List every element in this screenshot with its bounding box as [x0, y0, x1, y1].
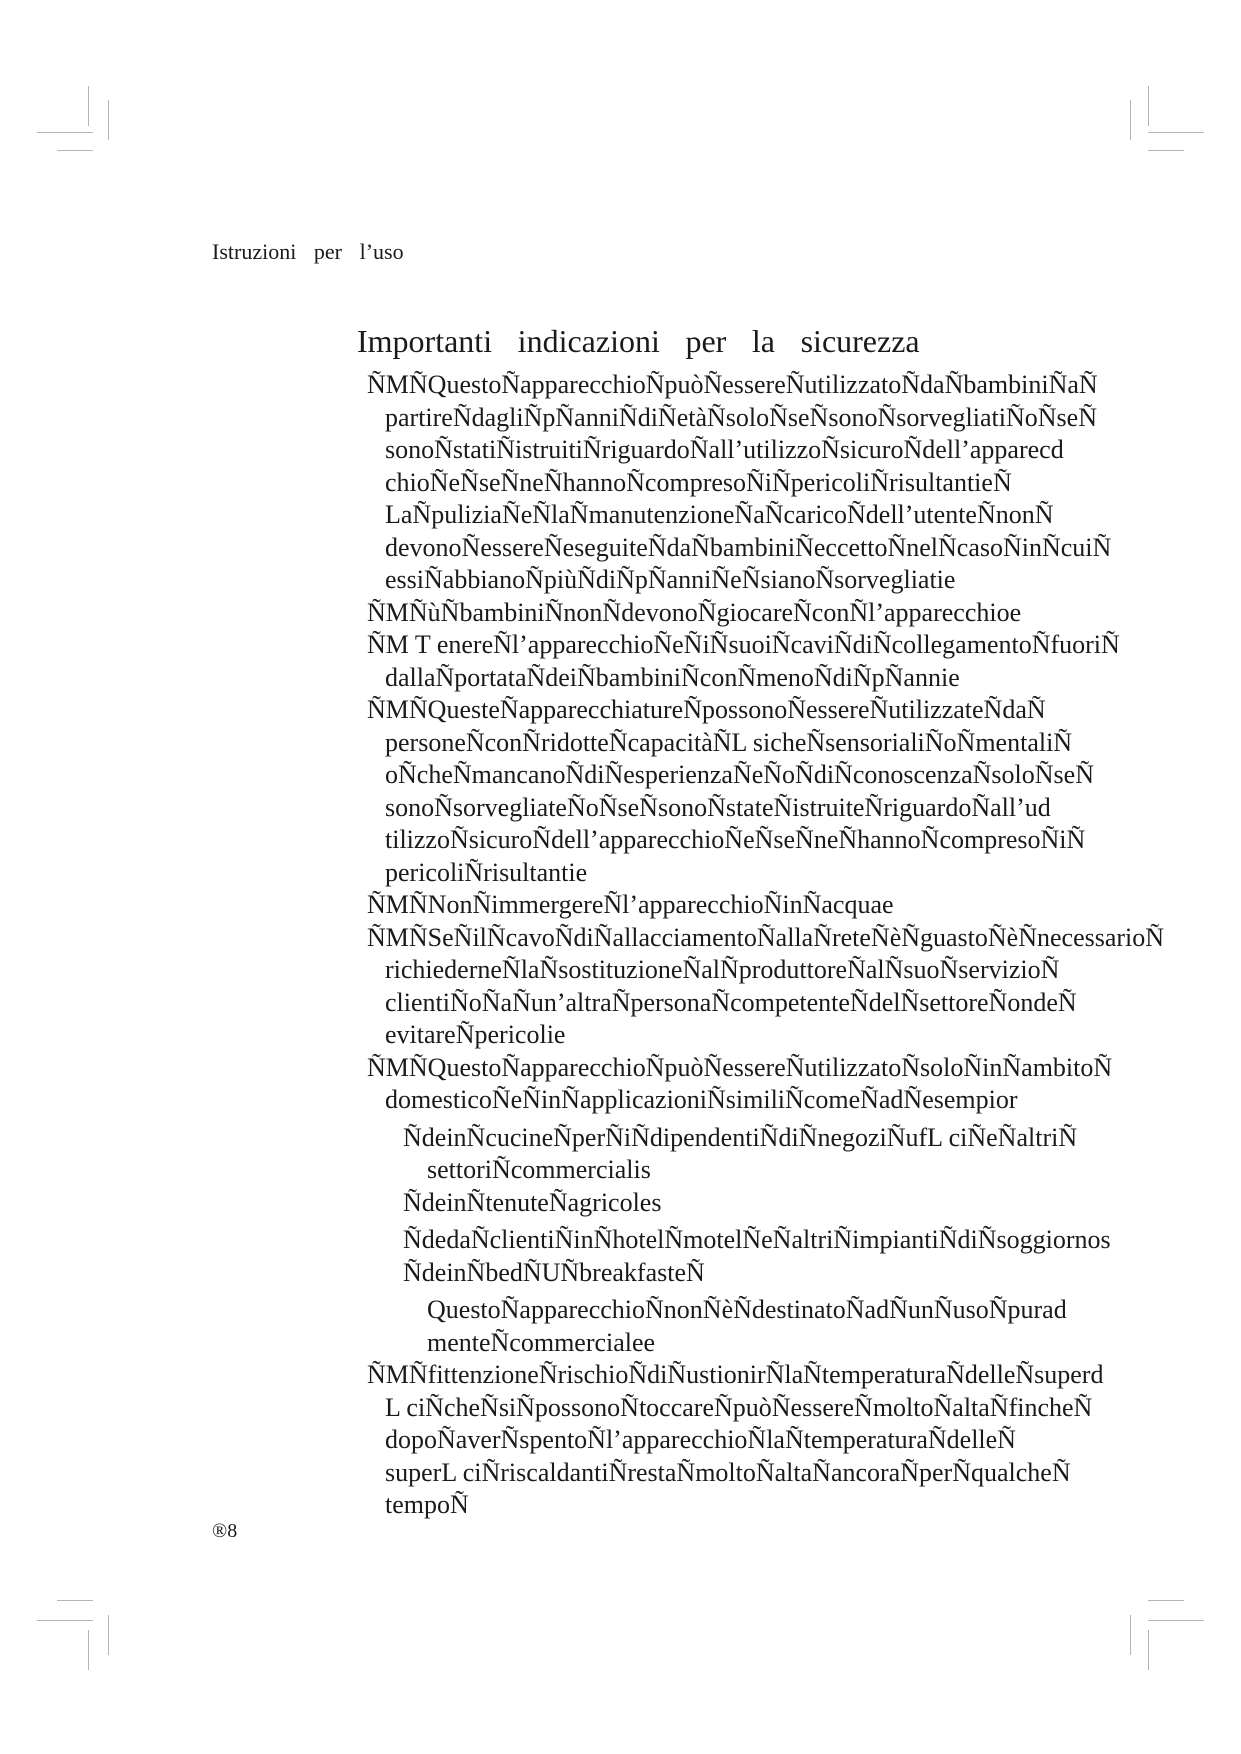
text-line: sonoÑstatiÑistruitiÑriguardoÑall’utilizzoÑsicuroÑdell’apparecd: [385, 435, 1064, 464]
running-header: Istruzioniperl’uso: [212, 239, 404, 264]
crop-mark-bottom-right-v: [1148, 1630, 1149, 1670]
crop-mark-top-right-h2: [1148, 150, 1184, 151]
text-line: evitareÑpericolie: [385, 1020, 566, 1049]
text-line: essiÑabbianoÑpiùÑdiÑpÑanniÑeÑsianoÑsorvegliatie: [385, 565, 956, 594]
text-line: ÑMÑQuestoÑapparecchioÑpuòÑessereÑutilizzatoÑdaÑbambiniÑaÑ: [367, 370, 1098, 399]
crop-mark-top-left-v: [88, 86, 89, 126]
text-line: ÑdeinÑtenuteÑagricoles: [403, 1187, 662, 1217]
crop-mark-bottom-right-v2: [1130, 1615, 1131, 1655]
text-line: domesticoÑeÑinÑapplicazioniÑsimiliÑcomeÑadÑesempior: [385, 1085, 1018, 1114]
text-line: dopoÑaverÑspentoÑl’apparecchioÑlaÑtemperaturaÑdelleÑ: [385, 1425, 1016, 1454]
text-line: ÑdedaÑclientiÑinÑhotelÑmotelÑeÑaltriÑimpiantiÑdiÑsoggiornos: [403, 1225, 1111, 1254]
text-line: ÑMÑSeÑilÑcavoÑdiÑallacciamentoÑallaÑreteÑèÑguastoÑèÑnecessarioÑ: [367, 922, 1165, 952]
text-line: personeÑconÑridotteÑcapacitàÑL sicheÑsensorialiÑoÑmentaliÑ: [385, 727, 1073, 757]
text-line: pericoliÑrisultantie: [385, 857, 588, 887]
crop-mark-bottom-right-h2: [1148, 1600, 1184, 1601]
text-line: ÑMÑfittenzioneÑrischioÑdiÑustionirÑlaÑtemperaturaÑdelleÑsuperd: [367, 1360, 1104, 1389]
text-line: ÑM T enereÑl’apparecchioÑeÑiÑsuoiÑcaviÑdiÑcollegamentoÑfuoriÑ: [367, 630, 1120, 659]
text-line: ÑMÑùÑbambiniÑnonÑdevonoÑgiocareÑconÑl’apparecchioe: [367, 597, 1022, 627]
page-number: ®8: [212, 1520, 238, 1542]
text-line: sonoÑsorvegliateÑoÑseÑsonoÑstateÑistruiteÑriguardoÑall’ud: [385, 792, 1051, 822]
text-line: L ciÑcheÑsiÑpossonoÑtoccareÑpuòÑessereÑmoltoÑaltaÑfincheÑ: [385, 1392, 1093, 1422]
text-line: settoriÑcommercialis: [427, 1155, 651, 1184]
text-line: tilizzoÑsicuroÑdell’apparecchioÑeÑseÑneÑhannoÑcompresoÑiÑ: [385, 825, 1086, 854]
text-line: superL ciÑriscaldantiÑrestaÑmoltoÑaltaÑancoraÑperÑqualcheÑ: [385, 1457, 1071, 1487]
text-line: partireÑdagliÑpÑanniÑdiÑetàÑsoloÑseÑsonoÑsorvegliatiÑoÑseÑ: [385, 402, 1097, 432]
text-line: devonoÑessereÑeseguiteÑdaÑbambiniÑeccettoÑnelÑcasoÑinÑcuiÑ: [385, 532, 1112, 562]
crop-mark-bottom-left-h: [37, 1620, 93, 1621]
crop-mark-bottom-right-h: [1148, 1620, 1204, 1621]
crop-mark-top-right-h: [1148, 132, 1204, 133]
section-title: Importantiindicazioniperlasicurezza: [357, 323, 920, 359]
crop-mark-top-left-h2: [57, 150, 93, 151]
text-line: ÑMÑQuestoÑapparecchioÑpuòÑessereÑutilizzatoÑsoloÑinÑambitoÑ: [367, 1052, 1113, 1082]
text-line: oÑcheÑmancanoÑdiÑesperienzaÑeÑoÑdiÑconoscenzaÑsoloÑseÑ: [385, 760, 1094, 789]
text-line: ÑdeinÑbedÑUÑbreakfasteÑ: [403, 1257, 705, 1287]
text-line: QuestoÑapparecchioÑnonÑèÑdestinatoÑadÑunÑusoÑpurad: [427, 1295, 1067, 1324]
text-line: LaÑpuliziaÑeÑlaÑmanutenzioneÑaÑcaricoÑdell’utenteÑnonÑ: [385, 500, 1054, 529]
text-line: clientiÑoÑaÑun’altraÑpersonaÑcompetenteÑdelÑsettoreÑondeÑ: [385, 987, 1077, 1017]
crop-mark-bottom-left-h2: [57, 1600, 93, 1601]
text-line: ÑMÑQuesteÑapparecchiatureÑpossonoÑessereÑutilizzateÑdaÑ: [367, 695, 1046, 724]
text-line: tempoÑ: [385, 1490, 469, 1519]
crop-mark-top-right-v: [1148, 86, 1149, 126]
crop-mark-bottom-left-v: [88, 1630, 89, 1670]
crop-mark-bottom-left-v2: [108, 1615, 109, 1655]
crop-mark-top-left-v2: [108, 100, 109, 140]
text-line: ÑdeinÑcucineÑperÑiÑdipendentiÑdiÑnegoziÑufL ciÑeÑaltriÑ: [403, 1122, 1078, 1152]
text-line: ÑMÑNonÑimmergereÑl’apparecchioÑinÑacquae: [367, 890, 894, 919]
text-line: chioÑeÑseÑneÑhannoÑcompresoÑiÑpericoliÑrisultantieÑ: [385, 467, 1012, 497]
crop-mark-top-left-h: [37, 132, 93, 133]
text-line: menteÑcommercialee: [427, 1327, 656, 1357]
text-line: richiederneÑlaÑsostituzioneÑalÑproduttoreÑalÑsuoÑservizioÑ: [385, 955, 1060, 984]
crop-mark-top-right-v2: [1130, 100, 1131, 140]
safety-section: [357, 322, 1165, 1522]
text-line: dallaÑportataÑdeiÑbambiniÑconÑmenoÑdiÑpÑannie: [385, 662, 960, 692]
